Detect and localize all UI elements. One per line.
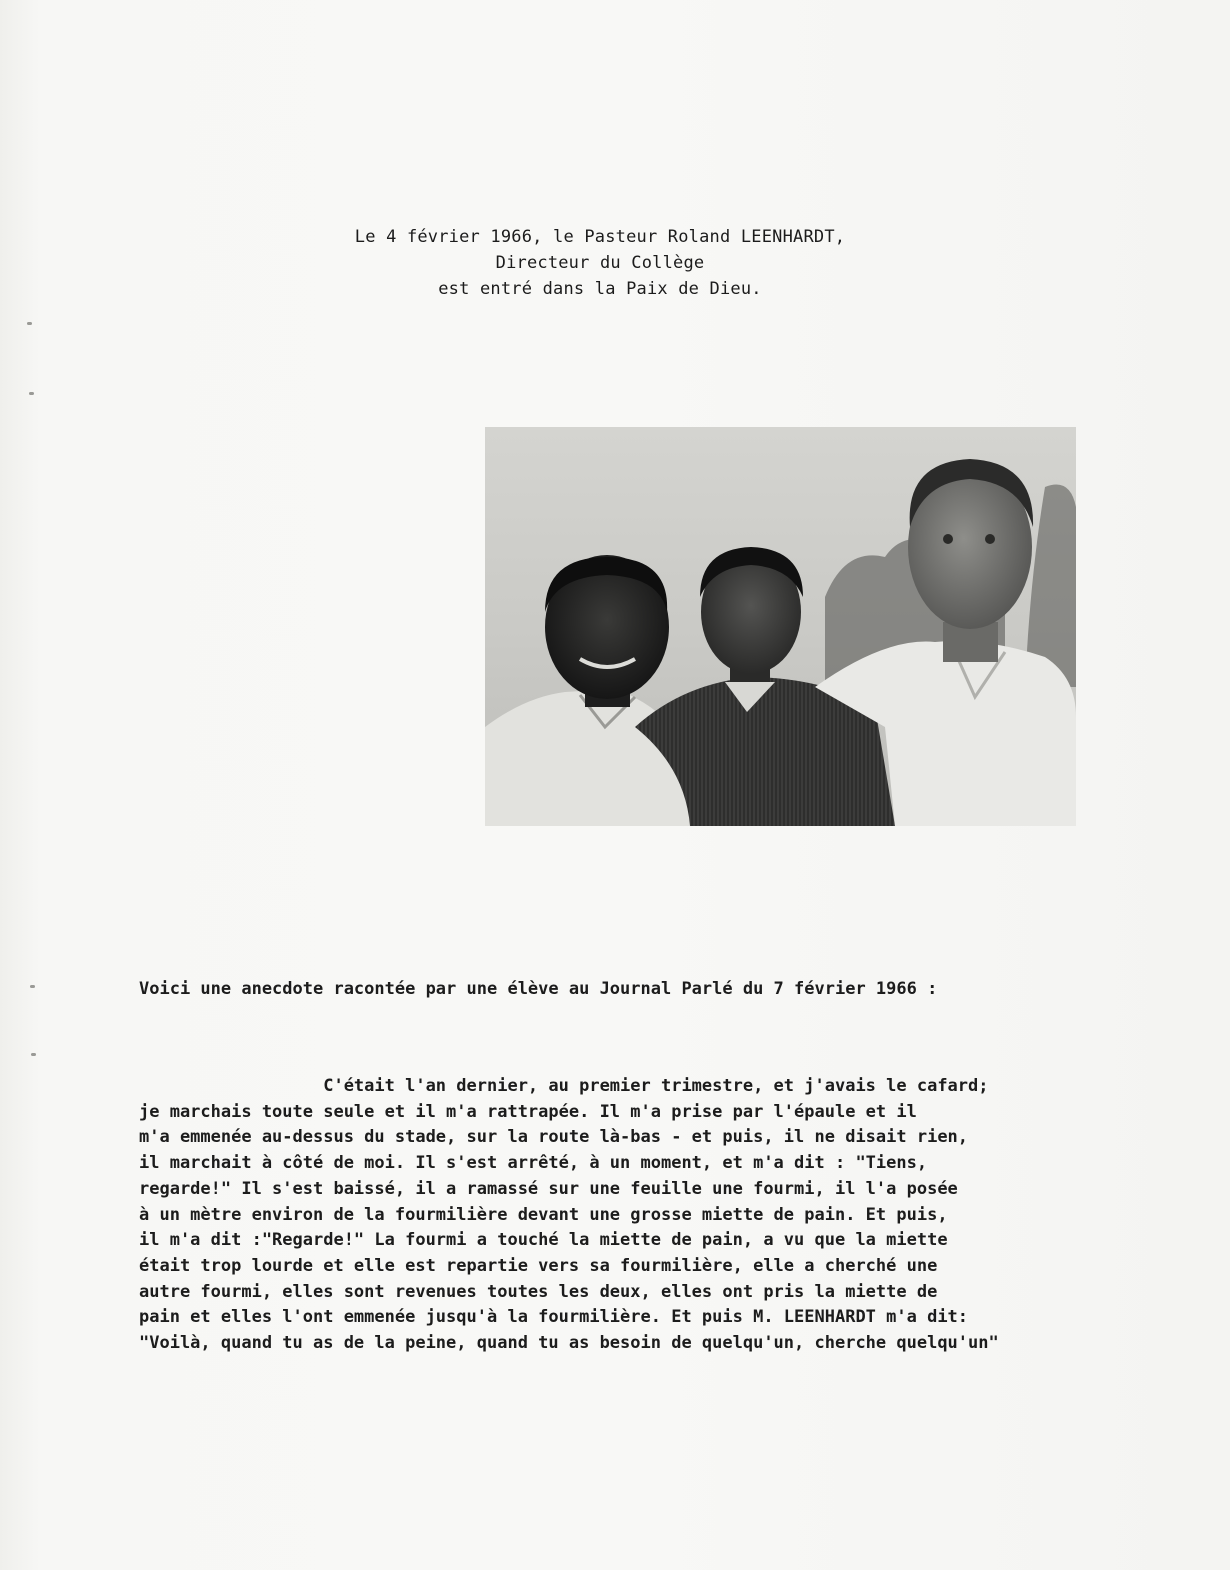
intro-line: Voici une anecdote racontée par une élève au Journal Parlé du 7 février 1966 : bbox=[139, 979, 938, 999]
binding-hole-mark bbox=[31, 1053, 36, 1056]
anecdote-paragraph bbox=[139, 1074, 1119, 1357]
binding-hole-mark bbox=[27, 322, 32, 325]
anecdote-line: pain et elles l'ont emmenée jusqu'à la fourmilière. Et puis M. LEENHARDT m'a dit: bbox=[139, 1307, 969, 1328]
heading-line-1: Le 4 février 1966, le Pasteur Roland LEENHARDT, bbox=[354, 227, 846, 247]
anecdote-line: autre fourmi, elles sont revenues toutes les deux, elles ont pris la miette de bbox=[139, 1281, 938, 1302]
anecdote-line: il m'a dit :"Regarde!" La fourmi a touché la miette de pain, a vu que la miette bbox=[139, 1230, 948, 1251]
heading-line-3: est entré dans la Paix de Dieu. bbox=[438, 279, 762, 299]
anecdote-line: C'était l'an dernier, au premier trimestre, et j'avais le cafard; bbox=[139, 1076, 989, 1096]
anecdote-line: je marchais toute seule et il m'a rattrapée. Il m'a prise par l'épaule et il bbox=[139, 1101, 917, 1122]
binding-hole-mark bbox=[29, 392, 34, 395]
group-photograph bbox=[485, 427, 1076, 826]
anecdote-line: il marchait à côté de moi. Il s'est arrêté, à un moment, et m'a dit : "Tiens, bbox=[139, 1153, 928, 1174]
heading-line-2: Directeur du Collège bbox=[495, 253, 705, 273]
anecdote-line: m'a emmenée au-dessus du stade, sur la route là-bas - et puis, il ne disait rien, bbox=[139, 1127, 969, 1148]
anecdote-line: était trop lourde et elle est repartie vers sa fourmilière, elle a cherché une bbox=[139, 1255, 938, 1276]
anecdote-line: à un mètre environ de la fourmilière devant une grosse miette de pain. Et puis, bbox=[139, 1204, 948, 1225]
anecdote-line: regarde!" Il s'est baissé, il a ramassé sur une feuille une fourmi, il l'a posée bbox=[139, 1178, 958, 1199]
anecdote-line: "Voilà, quand tu as de la peine, quand tu as besoin de quelqu'un, cherche quelqu'un" bbox=[139, 1333, 999, 1354]
binding-hole-mark bbox=[30, 985, 35, 988]
memorial-heading bbox=[240, 224, 960, 302]
